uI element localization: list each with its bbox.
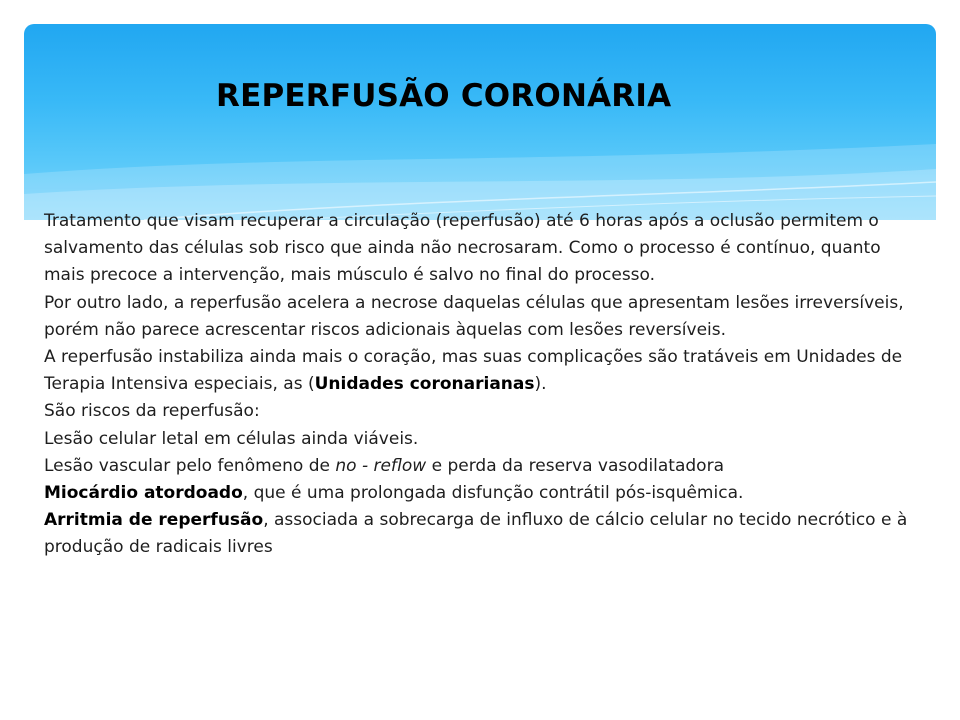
banner-wave-decoration xyxy=(24,24,936,220)
stunned-myocardium-text: , que é uma prolongada disfunção contrátil pós-isquêmica. xyxy=(242,483,744,504)
risk-item-reperfusion-arrhythmia xyxy=(44,507,914,561)
paragraph-necrosis: Por outro lado, a reperfusão acelera a necrose daquelas células que apresentam lesões irreversíveis, porém não parece acrescentar riscos adicionais àquelas com lesões reversíveis. xyxy=(44,292,904,340)
risks-intro: São riscos da reperfusão: xyxy=(44,401,260,422)
risk-item-stunned-myocardium xyxy=(44,480,914,507)
paragraph-treatment: Tratamento que visam recuperar a circulação (reperfusão) até 6 horas após a oclusão permitem o salvamento das células sob risco que ainda não necrosaram. Como o processo é contínuo, quanto mais precoce a intervenção, mais músculo é salvo no final do processo. xyxy=(44,211,881,286)
stunned-myocardium-term: Miocárdio atordoado xyxy=(44,483,243,504)
risk-item-vascular-end: e perda da reserva vasodilatadora xyxy=(426,455,724,476)
slide-title: REPERFUSÃO CORONÁRIA xyxy=(216,78,672,114)
no-reflow-term: no - reflow xyxy=(335,455,427,476)
paragraph-instability-end: ). xyxy=(534,374,547,395)
risk-item-vascular-injury xyxy=(44,453,914,480)
risk-item-vascular-text: Lesão vascular pelo fenômeno de xyxy=(44,455,336,476)
paragraph-instability-text: A reperfusão instabiliza ainda mais o coração, mas suas complicações são tratáveis em Unidades de Terapia Intensiva especiais, as ( xyxy=(44,347,903,395)
reperfusion-arrhythmia-text: , associada a sobrecarga de influxo de cálcio celular no tecido necrótico e à produção de radicais livres xyxy=(44,510,908,558)
paragraph-instability xyxy=(44,344,914,398)
reperfusion-arrhythmia-term: Arritmia de reperfusão xyxy=(44,510,264,531)
slide-body xyxy=(44,208,914,562)
coronary-units-term: Unidades coronarianas xyxy=(314,374,535,395)
title-banner xyxy=(24,24,936,220)
risk-item-lethal-injury: Lesão celular letal em células ainda viáveis. xyxy=(44,428,419,449)
